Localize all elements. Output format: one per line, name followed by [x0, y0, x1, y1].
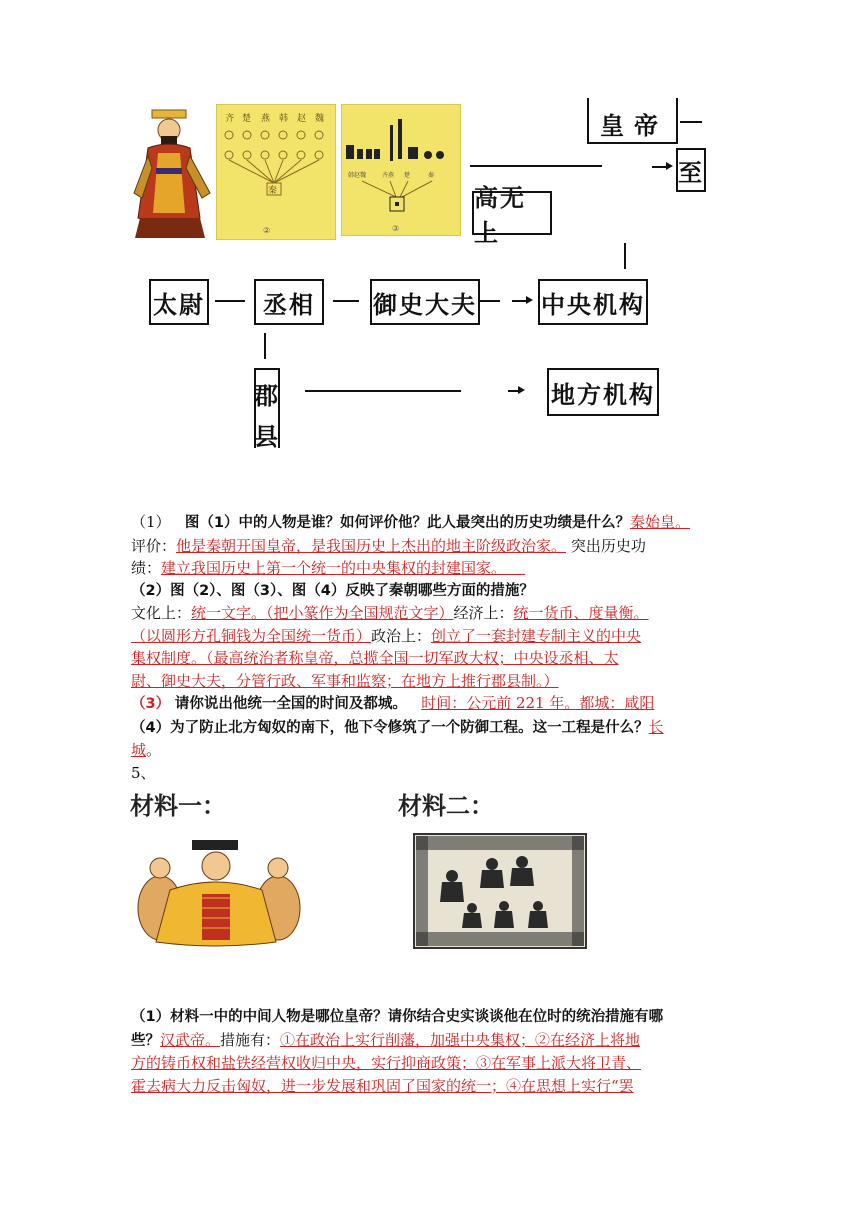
svg-text:秦: 秦	[268, 186, 278, 196]
q5-block	[131, 1006, 731, 1097]
q5-question-2: 些？	[131, 1032, 160, 1049]
q4-line-6	[131, 625, 731, 648]
economy-label: 经济上：	[453, 604, 514, 622]
q4-block	[131, 511, 731, 784]
stone-relief-image	[412, 832, 588, 950]
q4-answer-1: 长	[648, 717, 664, 736]
q1-label: （1）	[131, 513, 171, 531]
eval-answer: 他是秦朝开国皇帝，是我国历史上杰出的地主阶级政治家。	[176, 536, 567, 555]
politics-answer-2: 集权制度。（最高统治者称皇帝，总揽全国一切军政大权；中央设丞相、太	[131, 649, 619, 667]
svg-text:楚: 楚	[404, 172, 411, 179]
han-wudi-image	[130, 838, 306, 950]
culture-answer: 统一文字。（把小篆作为全国规范文字）	[191, 604, 454, 622]
measure-3: 霍去病大力反击匈奴，进一步发展和巩固了国家的统一；④在思想上实行“罢	[131, 1076, 634, 1095]
measure-2: 方的铸币权和盐铁经营权收归中央，实行抑商政策；③在军事上派大将卫青、	[131, 1054, 642, 1072]
q3-label: （3）	[131, 696, 171, 712]
q4-answer-2: 城	[131, 741, 147, 759]
q4-line-10	[131, 716, 731, 740]
q1-answer: 秦始皇。	[629, 513, 690, 531]
xian-label: 县	[254, 423, 280, 451]
currency-unification-image	[341, 104, 461, 236]
supreme-top-box: 至	[676, 148, 706, 192]
merit-label-cont: 绩：	[131, 559, 162, 577]
q5-number: 5、	[131, 763, 156, 782]
svg-text:赵: 赵	[297, 114, 307, 124]
jun-xian-box	[254, 368, 280, 451]
taiwei-box: 太尉	[149, 279, 209, 325]
q5-answer-emperor: 汉武帝。	[160, 1030, 221, 1049]
svg-text:秦: 秦	[428, 172, 435, 179]
measure-1: ①在政治上实行削藩，加强中央集权；②在经济上将地	[280, 1030, 641, 1049]
qin-emperor-image	[130, 108, 215, 243]
svg-text:韩: 韩	[279, 114, 289, 124]
supreme-bottom-box: 高无上	[472, 191, 552, 235]
q4-line-11	[131, 739, 731, 762]
writing-unification-image	[216, 104, 336, 240]
svg-text:齐燕: 齐燕	[382, 172, 395, 179]
central-organ-box: 中央机构	[538, 279, 648, 325]
culture-label: 文化上：	[131, 604, 192, 622]
q3-answer: 时间：公元前 221 年。都城：咸阳	[421, 694, 655, 712]
svg-text:楚: 楚	[242, 114, 252, 124]
q4-line-2	[131, 535, 731, 558]
politics-label: 政治上：	[371, 626, 432, 645]
svg-text:魏: 魏	[315, 114, 325, 124]
material-2-label: 材料二：	[398, 792, 494, 820]
politics-answer-1: 创立了一套封建专制主义的中央	[431, 626, 642, 645]
q4-question: （4）为了防止北方匈奴的南下，他下令修筑了一个防御工程。这一工程是什么？	[131, 719, 649, 736]
q5-question-1: （1）材料一中的中间人物是哪位皇帝？请你结合史实谈谈他在位时的统治措施有哪	[131, 1009, 664, 1025]
economy-answer-detail: （以圆形方孔铜钱为全国统一货币）	[131, 626, 372, 645]
measures-label: 措施有：	[220, 1030, 281, 1049]
merit-label: 突出历史功	[570, 536, 646, 555]
merit-answer: 建立我国历史上第一个统一的中央集权的封建国家。	[161, 559, 507, 577]
material-1-label: 材料一：	[130, 792, 226, 820]
q4-line-1	[131, 511, 731, 535]
q3-question: 请你说出他统一全国的时间及都城。	[174, 696, 407, 712]
q5-line-2	[131, 1029, 731, 1053]
q1-question: 图（1）中的人物是谁？如何评价他？此人最突出的历史功绩是什么？	[184, 515, 630, 531]
q4-line-9	[131, 692, 731, 716]
emperor-label: 皇帝	[600, 112, 668, 140]
svg-text:齐: 齐	[225, 114, 235, 124]
politics-answer-3: 尉、御史大夫，分管行政、军事和监察；在地方上推行郡县制。）	[131, 671, 559, 690]
svg-text:燕: 燕	[261, 114, 271, 124]
q4-end: 。	[146, 741, 162, 759]
figure-3-caption: ③	[392, 224, 400, 233]
local-organ-box: 地方机构	[547, 368, 659, 416]
eval-label: 评价：	[131, 536, 177, 555]
q2-question: （2）图（2）、图（3）、图（4）反映了秦朝哪些方面的措施？	[131, 582, 534, 599]
chengxiang-box: 丞相	[254, 279, 324, 325]
q4-line-5	[131, 602, 731, 625]
figure-2-caption: ②	[263, 226, 271, 235]
svg-text:韩赵魏: 韩赵魏	[348, 172, 367, 179]
economy-answer: 统一货币、度量衡。	[513, 604, 649, 622]
jun-label: 郡	[254, 382, 280, 410]
yushi-box: 御史大夫	[370, 279, 480, 325]
q4-line-3	[131, 557, 731, 580]
